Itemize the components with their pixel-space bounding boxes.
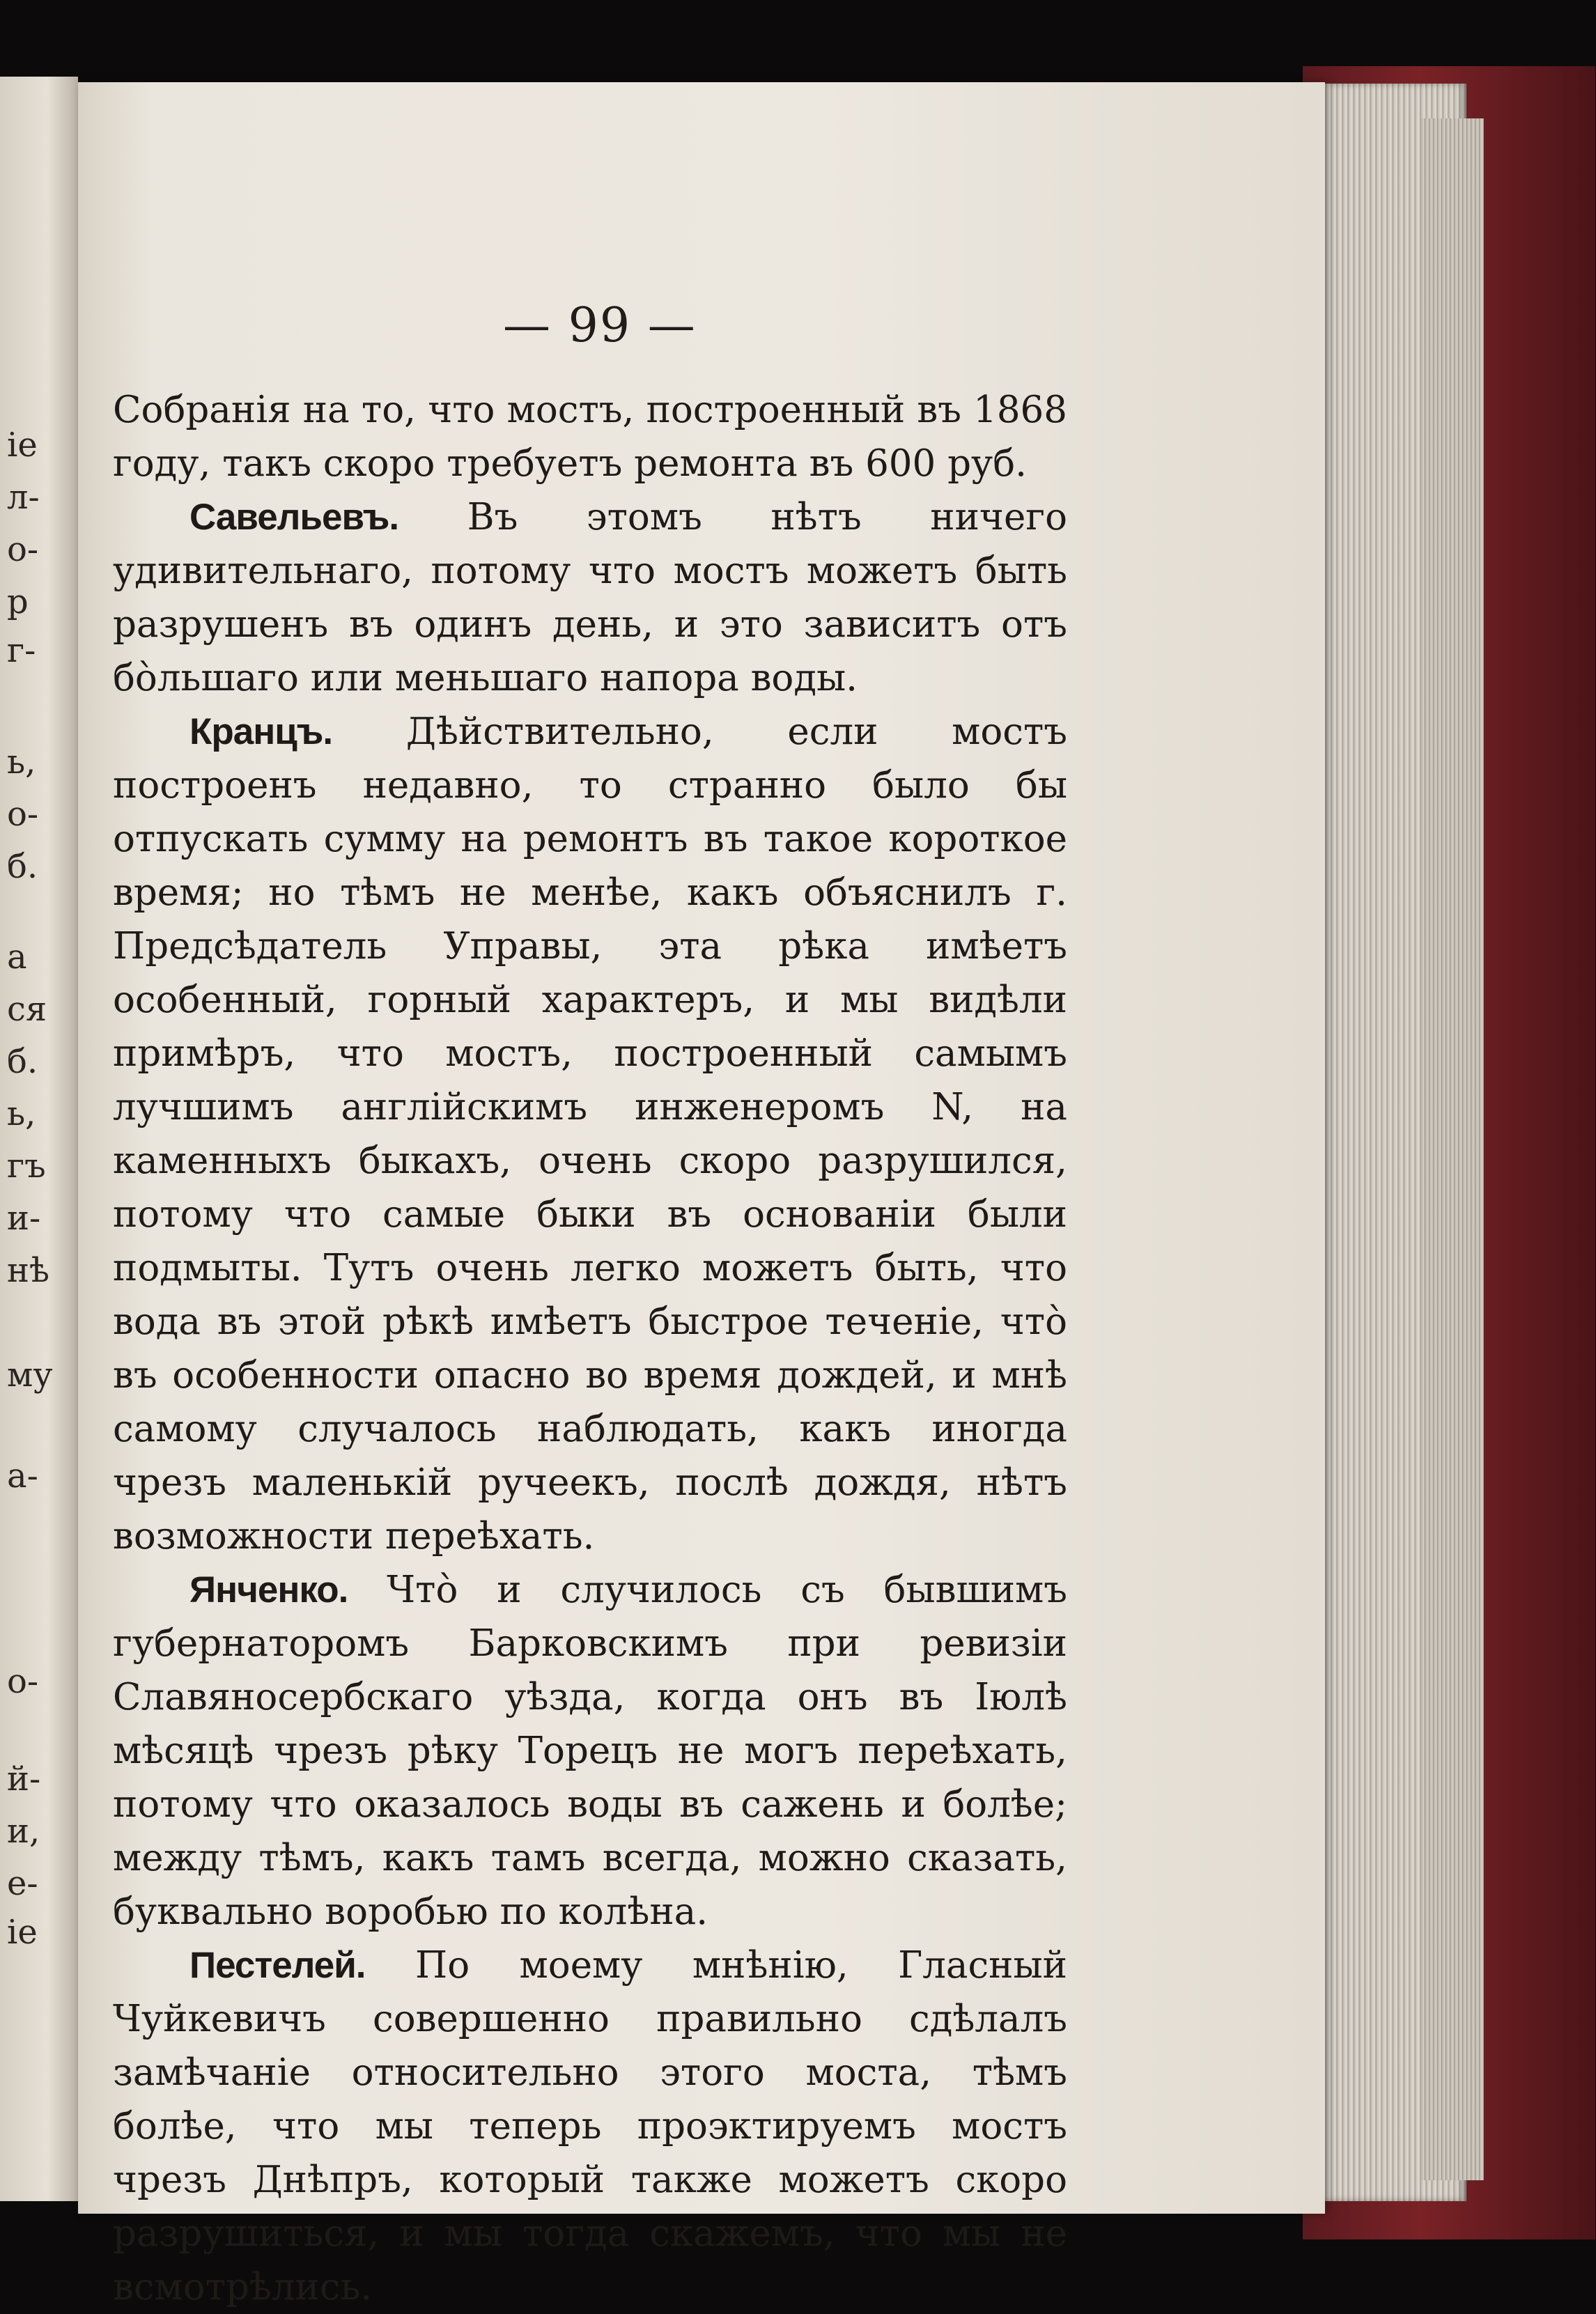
- left-fragment: р: [7, 582, 29, 621]
- paragraph-text: Что̀ и случилось съ бывшимъ губернаторомъ Барковскимъ при ревизіи Славяносербскаго уѣзда, когда онъ въ Іюлѣ мѣсяцѣ чрезъ рѣку Торецъ не могъ переѣхать, потому что оказалось воды въ сажень и болѣе; между тѣмъ, какъ тамъ всегда, можно сказать, буквально воробью по колѣна.: [113, 1569, 1067, 1933]
- left-fragment: о-: [7, 795, 39, 834]
- left-fragment: ся: [7, 990, 47, 1029]
- left-fragment: о-: [7, 1662, 39, 1701]
- paragraph: [113, 1939, 1067, 2314]
- left-fragment: и-: [7, 1199, 41, 1238]
- left-fragment: а: [7, 938, 27, 977]
- paragraph-text: Въ этомъ нѣтъ ничего удивительнаго, потому что мостъ можетъ быть разрушенъ въ одинъ день, и это зависитъ отъ бо̀льшаго или меньшаго напора воды.: [113, 496, 1067, 699]
- left-fragment: б.: [7, 1042, 38, 1081]
- left-fragment: г-: [7, 631, 36, 670]
- left-fragment: му: [7, 1356, 53, 1395]
- paragraph-text: По моему мнѣнію, Гласный Чуйкевичъ совершенно правильно сдѣлалъ замѣчаніе относительно этого моста, тѣмъ болѣе, что мы теперь проэктируемъ мостъ чрезъ Днѣпръ, который также можетъ скоро разрушиться, и мы тогда скажемъ, что мы не всмотрѣлись.: [113, 1944, 1067, 2308]
- left-page-fragment: [0, 77, 78, 2201]
- left-fragment: о-: [7, 530, 39, 569]
- left-fragment: ь,: [7, 1094, 36, 1133]
- page-stack-inner-edge: [1421, 118, 1484, 2180]
- paragraph: [113, 490, 1067, 705]
- left-fragment: л-: [7, 478, 40, 517]
- paragraph: [113, 705, 1067, 1563]
- paragraph-text: Дѣйствительно, если мостъ построенъ недавно, то странно было бы отпускать сумму на ремонтъ въ такое короткое время; но тѣмъ не менѣе, какъ объяснилъ г. Предсѣдатель Управы, эта рѣка имѣетъ особенный, горный характеръ, и мы видѣли примѣръ, что мостъ, построенный самымъ лучшимъ англійскимъ инженеромъ N, на каменныхъ быкахъ, очень скоро разрушился, потому что самые быки въ основаніи были подмыты. Тутъ очень легко можетъ быть, что вода въ этой рѣкѣ имѣетъ быстрое теченіе, что̀ въ особенности опасно во время дождей, и мнѣ самому случалось наблюдать, какъ иногда чрезъ маленькій ручеекъ, послѣ дождя, нѣтъ возможности переѣхать.: [113, 710, 1067, 1558]
- paragraph-text: Собранія на то, что мостъ, построенный въ 1868 году, такъ скоро требуетъ ремонта въ 600 руб.: [113, 389, 1067, 485]
- left-fragment: б.: [7, 847, 38, 886]
- page-number: — 99 —: [503, 298, 697, 353]
- speaker-name: Кранцъ.: [189, 711, 333, 752]
- speaker-name: Пестелей.: [189, 1945, 366, 1986]
- paragraph: [113, 1563, 1067, 1939]
- left-fragment: ь,: [7, 743, 36, 782]
- left-fragment: е-: [7, 1864, 38, 1903]
- page-text: [113, 383, 1067, 2314]
- speaker-name: Савельевъ.: [189, 497, 399, 538]
- paragraph: [113, 383, 1067, 490]
- speaker-name: Янченко.: [189, 1569, 348, 1610]
- left-fragment: нѣ: [7, 1251, 49, 1290]
- left-fragment: іе: [7, 426, 38, 465]
- left-fragment: й-: [7, 1760, 41, 1799]
- left-fragment: а-: [7, 1457, 38, 1496]
- left-fragment: и,: [7, 1812, 40, 1851]
- left-fragment: гъ: [7, 1147, 46, 1186]
- left-fragment: іе: [7, 1913, 38, 1952]
